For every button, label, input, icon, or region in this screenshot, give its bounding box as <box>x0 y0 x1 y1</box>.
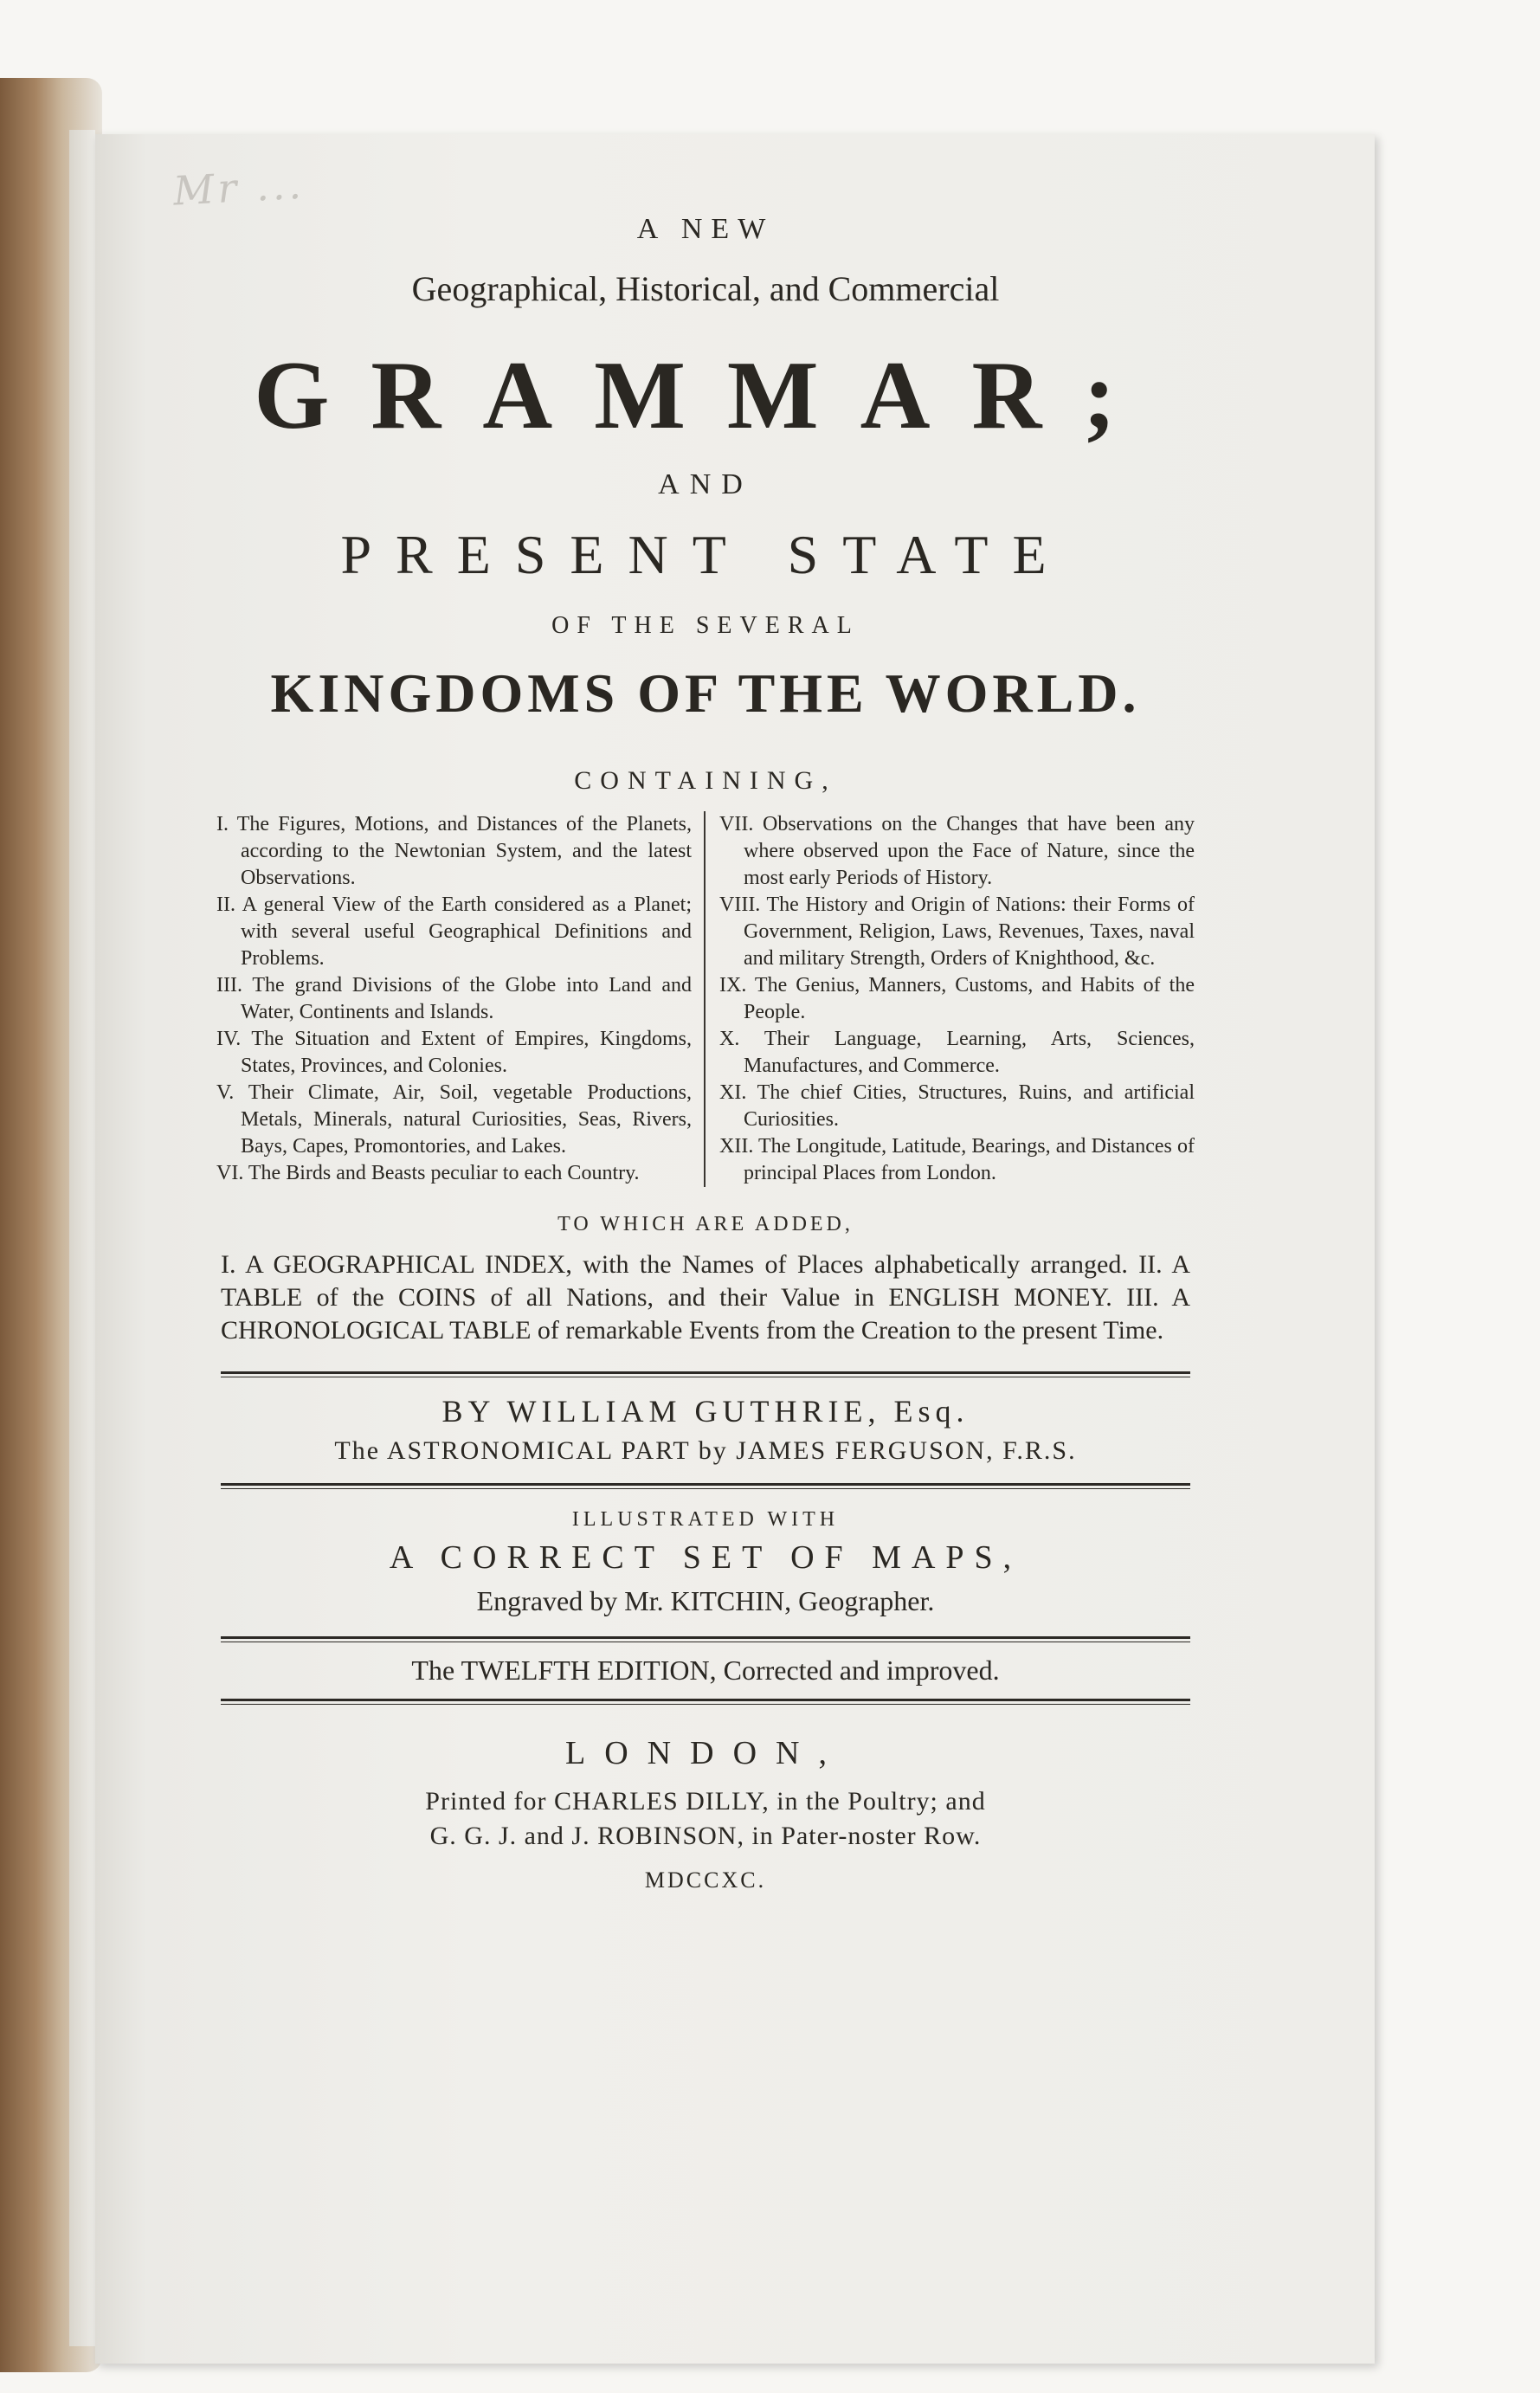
astronomical-credit: The ASTRONOMICAL PART by JAMES FERGUSON, F.R.S. <box>334 1436 1077 1465</box>
title-page-text <box>208 208 1203 1893</box>
divider-rule <box>221 1483 1190 1489</box>
maps-line: A CORRECT SET OF MAPS, <box>389 1539 1022 1576</box>
added-heading: TO WHICH ARE ADDED, <box>557 1213 854 1235</box>
divider-rule <box>221 1636 1190 1642</box>
engraver-line: Engraved by Mr. KITCHIN, Geographer. <box>476 1585 935 1616</box>
contents-item: VIII. The History and Origin of Nations: their Forms of Government, Religion, Laws, Revenues, Taxes, naval and military Strength, Orders of Knighthood, &c. <box>719 893 1195 970</box>
contents-item: IX. The Genius, Manners, Customs, and Habits of the People. <box>719 974 1195 1023</box>
imprint-date: MDCCXC. <box>644 1867 767 1893</box>
edition-line: The TWELFTH EDITION, Corrected and improved. <box>411 1654 1000 1686</box>
contents-columns <box>216 811 1195 1187</box>
title-prefix: A NEW <box>636 213 775 245</box>
contents-item: VI. The Birds and Beasts peculiar to each Country. <box>216 1162 640 1184</box>
title-main: GRAMMAR; <box>254 342 1157 449</box>
imprint-publishers <box>208 1784 1203 1854</box>
divider-rule <box>221 1371 1190 1377</box>
contents-item: XII. The Longitude, Latitude, Bearings, and Distances of principal Places from London. <box>719 1135 1195 1184</box>
contents-right-column <box>706 811 1195 1187</box>
contents-item: III. The grand Divisions of the Globe into Land and Water, Continents and Islands. <box>216 974 692 1023</box>
contents-item: IV. The Situation and Extent of Empires, Kingdoms, States, Provinces, and Colonies. <box>216 1028 692 1077</box>
illustrated-with: ILLUSTRATED WITH <box>571 1508 840 1531</box>
contents-item: V. Their Climate, Air, Soil, vegetable Productions, Metals, Minerals, natural Curiosities, Seas, Rivers, Bays, Capes, Promontories, and Lakes. <box>216 1081 692 1158</box>
contents-item: II. A general View of the Earth considered as a Planet; with several useful Geographical Definitions and Problems. <box>216 893 692 970</box>
added-text: I. A GEOGRAPHICAL INDEX, with the Names of Places alphabetically arranged. II. A TABLE of the COINS of all Nations, and their Value in ENGLISH MONEY. III. A CHRONOLOGICAL TABLE of remarkable Events from the Creation to the present Time. <box>221 1250 1190 1345</box>
title-kingdoms: KINGDOMS OF THE WORLD. <box>270 662 1141 724</box>
contents-item: XI. The chief Cities, Structures, Ruins, and artificial Curiosities. <box>719 1081 1195 1131</box>
contents-item: I. The Figures, Motions, and Distances of the Planets, according to the Newtonian System, and the latest Observations. <box>216 813 692 889</box>
title-present-state: PRESENT STATE <box>340 524 1071 585</box>
containing-heading: CONTAINING, <box>574 766 837 795</box>
imprint-city: LONDON, <box>565 1735 846 1771</box>
contents-left-column <box>216 811 706 1187</box>
title-and: AND <box>658 468 753 500</box>
page-stack-edge <box>69 130 95 2346</box>
imprint-line-1: Printed for CHARLES DILLY, in the Poultry; and <box>425 1787 986 1816</box>
contents-item: X. Their Language, Learning, Arts, Sciences, Manufactures, and Commerce. <box>719 1028 1195 1077</box>
contents-item: VII. Observations on the Changes that have been any where observed upon the Face of Nature, since the most early Periods of History. <box>719 813 1195 889</box>
handwritten-note: Mr ... <box>171 160 306 215</box>
divider-rule <box>221 1699 1190 1705</box>
imprint-line-2: G. G. J. and J. ROBINSON, in Pater-noster Row. <box>429 1822 982 1850</box>
title-of-several: OF THE SEVERAL <box>551 612 860 639</box>
author-line: BY WILLIAM GUTHRIE, Esq. <box>441 1394 970 1429</box>
title-subtitle: Geographical, Historical, and Commercial <box>411 269 1000 308</box>
